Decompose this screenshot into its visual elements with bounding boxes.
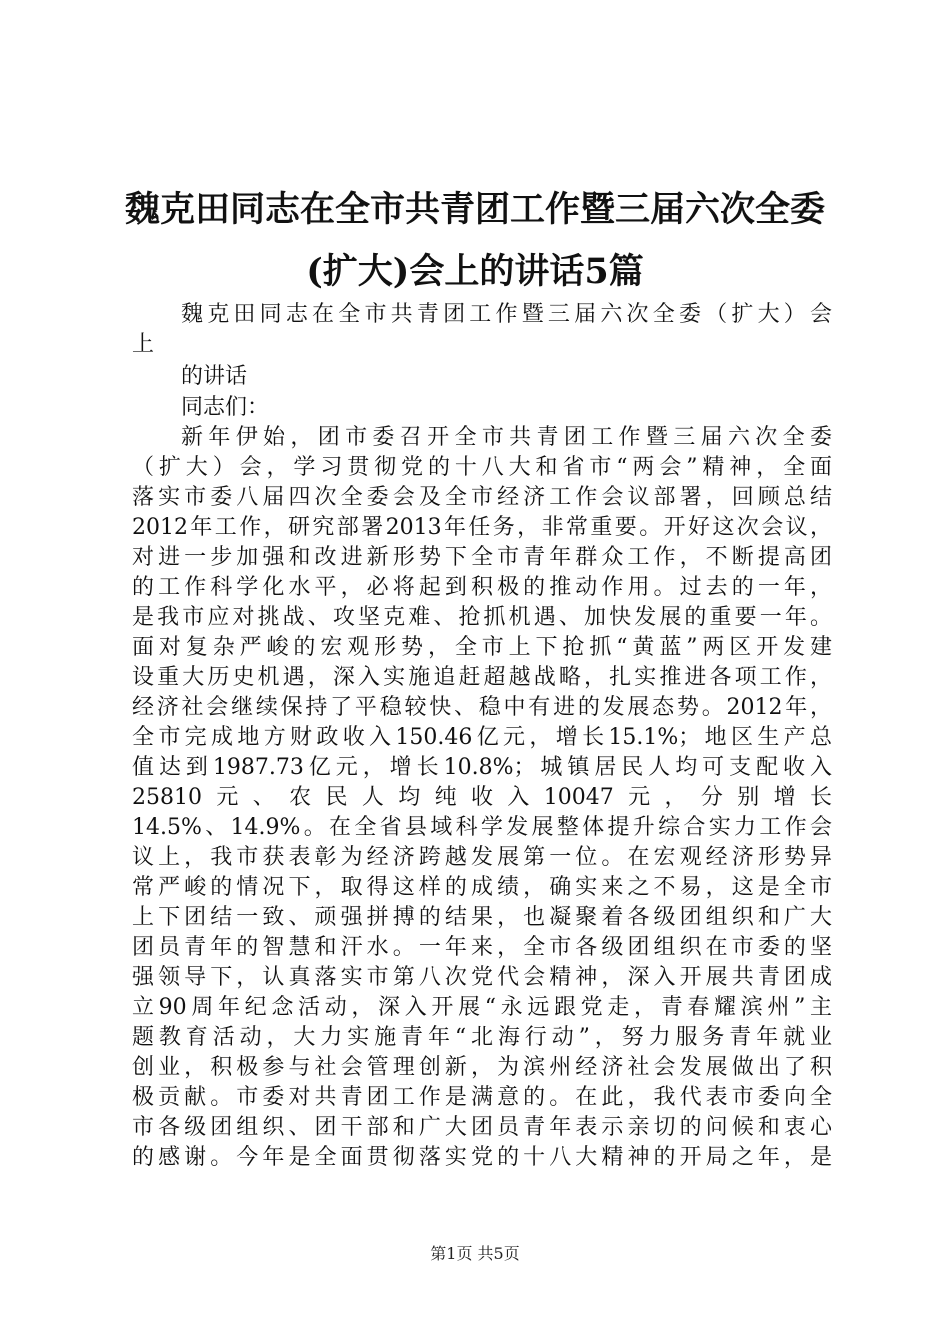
body-line: 的工作科学化水平，必将起到积极的推动作用。过去的一年， [132,575,832,600]
body-line: 立90周年纪念活动，深入开展“永远跟党走，青春耀滨州”主 [132,995,832,1020]
body-line: （扩大）会，学习贯彻党的十八大和省市“两会”精神，全面 [132,455,832,480]
page-footer: 第1页 共5页 [430,1244,520,1263]
document-title-line-2: (扩大)会上的讲话5篇 [306,251,644,292]
body-line: 团员青年的智慧和汗水。一年来，全市各级团组织在市委的坚 [132,935,832,960]
body-line: 极贡献。市委对共青团工作是满意的。在此，我代表市委向全 [132,1085,832,1110]
body-line: 上 [132,332,155,357]
body-line: 题教育活动，大力实施青年“北海行动”，努力服务青年就业 [132,1025,832,1050]
body-line: 14.5%、14.9%。在全省县域科学发展整体提升综合实力工作会 [132,815,832,840]
body-line: 的感谢。今年是全面贯彻落实党的十八大精神的开局之年，是 [132,1145,832,1170]
body-line: 常严峻的情况下，取得这样的成绩，确实来之不易，这是全市 [132,875,832,900]
body-line: 市各级团组织、团干部和广大团员青年表示亲切的问候和衷心 [132,1115,832,1140]
body-line: 上下团结一致、顽强拼搏的结果，也凝聚着各级团组织和广大 [132,905,832,930]
body-line: 经济社会继续保持了平稳较快、稳中有进的发展态势。2012年， [132,695,832,720]
body-line: 落实市委八届四次全委会及全市经济工作会议部署，回顾总结 [132,485,832,510]
document-title-line-1: 魏克田同志在全市共青团工作暨三届六次全委 [124,189,825,230]
body-line: 设重大历史机遇，深入实施追赶超越战略，扎实推进各项工作， [132,665,832,690]
body-line: 魏克田同志在全市共青团工作暨三届六次全委（扩大）会 [181,302,832,327]
body-line: 同志们： [181,395,270,420]
body-line: 值达到1987.73亿元，增长10.8%；城镇居民人均可支配收入 [132,755,832,780]
body-line: 对进一步加强和改进新形势下全市青年群众工作，不断提高团 [132,545,832,570]
body-line: 的讲话 [181,364,248,389]
body-line: 是我市应对挑战、攻坚克难、抢抓机遇、加快发展的重要一年。 [132,605,832,630]
body-line: 强领导下，认真落实市第八次党代会精神，深入开展共青团成 [132,965,832,990]
body-line: 新年伊始，团市委召开全市共青团工作暨三届六次全委 [181,425,832,450]
body-line: 议上，我市获表彰为经济跨越发展第一位。在宏观经济形势异 [132,845,832,870]
body-line: 25810元、农民人均纯收入10047元，分别增长 [132,785,832,810]
body-line: 2012年工作，研究部署2013年任务，非常重要。开好这次会议， [132,515,832,540]
body-line: 创业，积极参与社会管理创新，为滨州经济社会发展做出了积 [132,1055,832,1080]
body-line: 面对复杂严峻的宏观形势，全市上下抢抓“黄蓝”两区开发建 [132,635,832,660]
body-line: 全市完成地方财政收入150.46亿元，增长15.1%；地区生产总 [132,725,832,750]
